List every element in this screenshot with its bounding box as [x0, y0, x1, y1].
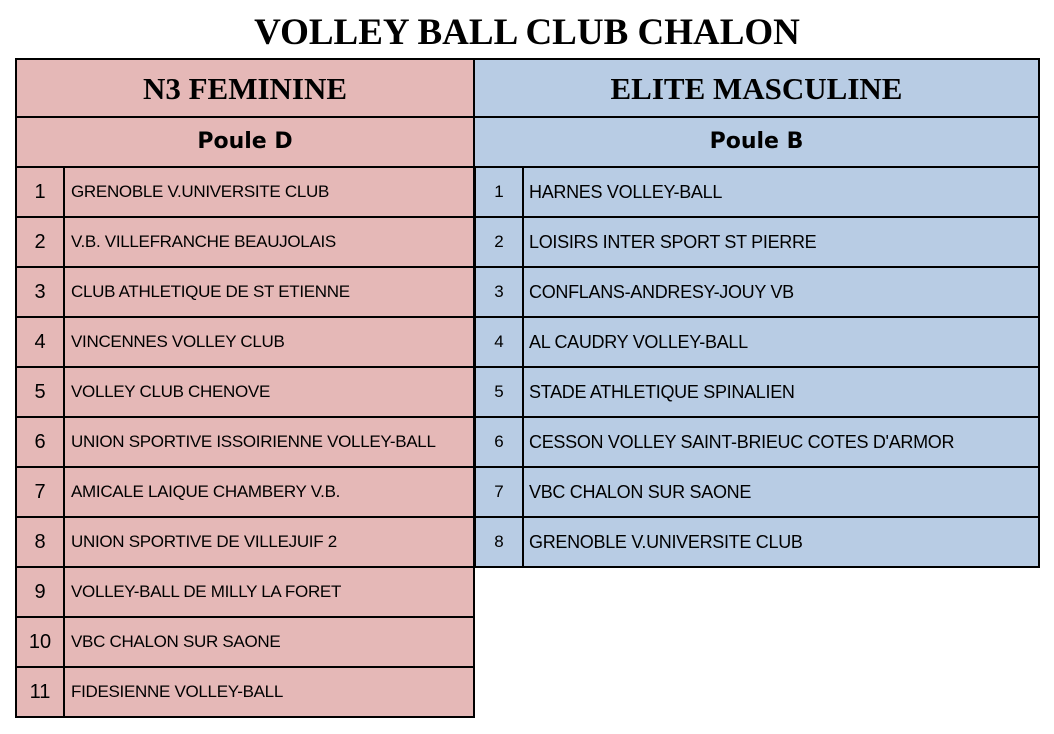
table-row — [475, 368, 1040, 418]
team-rank: 9 — [17, 568, 65, 616]
team-name: CESSON VOLLEY SAINT-BRIEUC COTES D'ARMOR — [529, 432, 955, 452]
team-rank: 6 — [17, 418, 65, 466]
team-name: HARNES VOLLEY-BALL — [529, 182, 723, 202]
page-title: VOLLEY BALL CLUB CHALON — [254, 12, 800, 53]
table-row — [15, 618, 475, 668]
pool-label: Poule B — [475, 118, 1040, 168]
division-header: N3 FEMININE — [15, 58, 475, 118]
team-rank: 5 — [17, 368, 65, 416]
team-list — [475, 168, 1040, 568]
team-rank: 8 — [17, 518, 65, 566]
table-row — [15, 368, 475, 418]
table-row — [15, 168, 475, 218]
table-row — [475, 268, 1040, 318]
pool-label: Poule D — [15, 118, 475, 168]
team-name: CONFLANS-ANDRESY-JOUY VB — [529, 282, 794, 302]
elite-masculine-table — [475, 58, 1040, 568]
team-name: LOISIRS INTER SPORT ST PIERRE — [529, 232, 817, 252]
team-name: UNION SPORTIVE DE VILLEJUIF 2 — [71, 532, 337, 551]
team-name: AMICALE LAIQUE CHAMBERY V.B. — [71, 482, 341, 501]
team-name: VBC CHALON SUR SAONE — [71, 632, 281, 651]
team-name: STADE ATHLETIQUE SPINALIEN — [529, 382, 795, 402]
division-header: ELITE MASCULINE — [475, 58, 1040, 118]
n3-feminine-table — [15, 58, 475, 718]
table-row — [15, 468, 475, 518]
table-row — [15, 668, 475, 718]
team-rank: 7 — [476, 468, 524, 516]
table-row — [15, 418, 475, 468]
table-row — [475, 318, 1040, 368]
team-name: VBC CHALON SUR SAONE — [529, 482, 752, 502]
team-rank: 2 — [476, 218, 524, 266]
table-row — [15, 268, 475, 318]
team-rank: 5 — [476, 368, 524, 416]
team-name: GRENOBLE V.UNIVERSITE CLUB — [529, 532, 803, 552]
team-rank: 8 — [476, 518, 524, 566]
table-row — [15, 568, 475, 618]
team-rank: 4 — [476, 318, 524, 366]
team-rank: 10 — [17, 618, 65, 666]
table-row — [475, 468, 1040, 518]
team-name: FIDESIENNE VOLLEY-BALL — [71, 682, 283, 701]
table-row — [15, 218, 475, 268]
team-name: GRENOBLE V.UNIVERSITE CLUB — [71, 182, 329, 201]
table-row — [15, 518, 475, 568]
team-rank: 1 — [476, 168, 524, 216]
team-name: VOLLEY-BALL DE MILLY LA FORET — [71, 582, 342, 601]
team-rank: 4 — [17, 318, 65, 366]
team-rank: 6 — [476, 418, 524, 466]
team-name: VOLLEY CLUB CHENOVE — [71, 382, 271, 401]
team-name: UNION SPORTIVE ISSOIRIENNE VOLLEY-BALL — [71, 432, 436, 451]
team-rank: 2 — [17, 218, 65, 266]
team-name: V.B. VILLEFRANCHE BEAUJOLAIS — [71, 232, 336, 251]
team-rank: 3 — [17, 268, 65, 316]
table-row — [475, 418, 1040, 468]
table-row — [475, 168, 1040, 218]
team-name: VINCENNES VOLLEY CLUB — [71, 332, 285, 351]
team-list — [15, 168, 475, 718]
table-row — [475, 218, 1040, 268]
team-rank: 7 — [17, 468, 65, 516]
table-row — [475, 518, 1040, 568]
team-name: CLUB ATHLETIQUE DE ST ETIENNE — [71, 282, 350, 301]
team-rank: 11 — [17, 668, 65, 716]
team-rank: 1 — [17, 168, 65, 216]
team-rank: 3 — [476, 268, 524, 316]
team-name: AL CAUDRY VOLLEY-BALL — [529, 332, 748, 352]
table-row — [15, 318, 475, 368]
